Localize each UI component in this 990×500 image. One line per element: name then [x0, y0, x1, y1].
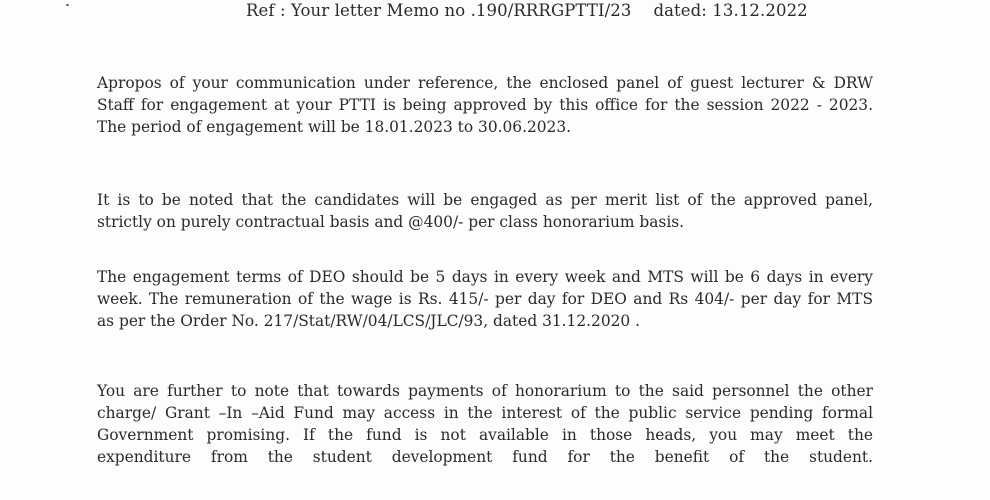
- reference-line: [246, 0, 808, 22]
- paragraph-approval: [97, 72, 873, 138]
- paragraph-line: Staff for engagement at your PTTI is being approved by this office for the session 2022 - 2023.: [97, 96, 873, 114]
- paragraph-line: You are further to note that towards payments of honorarium to the said personnel the other: [97, 382, 873, 400]
- paragraph-engagement-terms: [97, 266, 873, 332]
- paragraph-line: Apropos of your communication under reference, the enclosed panel of guest lecturer & DRW: [97, 74, 873, 92]
- reference-memo: Ref : Your letter Memo no .190/RRRGPTTI/23: [246, 1, 632, 20]
- paragraph-honorarium-funding: [97, 380, 873, 468]
- paragraph-line: charge/ Grant –In –Aid Fund may access in the interest of the public service pending formal: [97, 404, 873, 422]
- paragraph-merit-list: [97, 189, 873, 233]
- paragraph-line: The period of engagement will be 18.01.2023 to 30.06.2023.: [97, 118, 572, 136]
- paragraph-line: It is to be noted that the candidates will be engaged as per merit list of the approved panel,: [97, 191, 873, 209]
- scan-speck: [66, 4, 69, 6]
- paragraph-line: week. The remuneration of the wage is Rs. 415/- per day for DEO and Rs 404/- per day for MTS: [97, 290, 873, 308]
- paragraph-line: Government promising. If the fund is not available in those heads, you may meet the: [97, 426, 873, 444]
- paragraph-line: expenditure from the student development fund for the benefit of the student.: [97, 448, 873, 466]
- paragraph-line: The engagement terms of DEO should be 5 days in every week and MTS will be 6 days in every: [97, 268, 873, 286]
- paragraph-line: strictly on purely contractual basis and @400/- per class honorarium basis.: [97, 213, 685, 231]
- reference-date: dated: 13.12.2022: [653, 1, 808, 20]
- paragraph-line: as per the Order No. 217/Stat/RW/04/LCS/JLC/93, dated 31.12.2020 .: [97, 312, 640, 330]
